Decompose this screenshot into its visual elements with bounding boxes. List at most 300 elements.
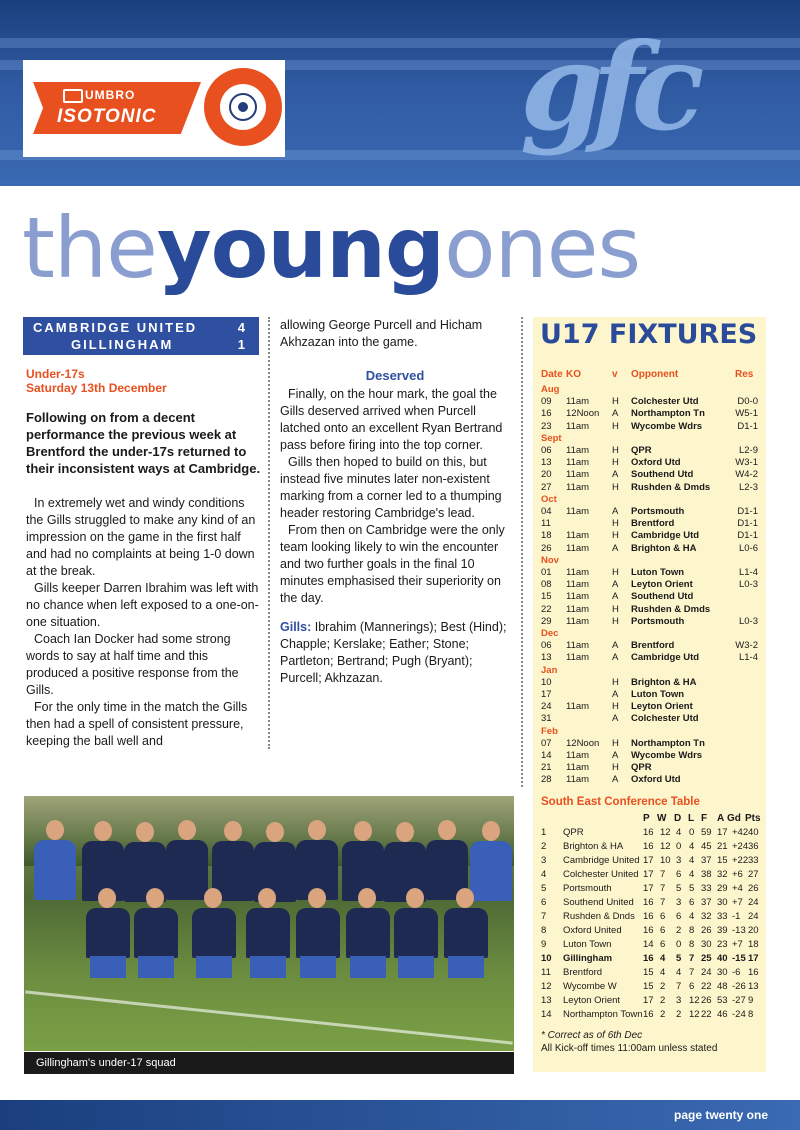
fixture-venue: H — [612, 701, 619, 713]
fixture-date: 06 — [541, 445, 552, 456]
article-column-1 — [26, 495, 262, 750]
fixture-opponent: Wycombe Wdrs — [631, 420, 703, 432]
fixture-opponent: Leyton Orient — [631, 579, 693, 591]
fixture-venue: H — [612, 676, 619, 688]
table-position: 11 — [541, 967, 551, 978]
footer-band — [0, 1100, 800, 1130]
column-divider — [521, 317, 523, 787]
fixture-date: 06 — [541, 640, 552, 652]
fixture-venue: A — [612, 506, 619, 517]
table-lost: 4 — [689, 911, 695, 922]
table-points: 36 — [748, 841, 759, 852]
player-figure — [444, 908, 488, 958]
table-won: 6 — [660, 939, 666, 950]
fixture-opponent: Rushden & Dmds — [631, 603, 711, 615]
table-points: 40 — [748, 827, 759, 838]
fixture-row — [533, 762, 766, 774]
table-drawn: 3 — [676, 995, 682, 1006]
table-won: 6 — [660, 911, 666, 922]
table-position: 5 — [541, 883, 547, 894]
fixture-kickoff: 11am — [566, 469, 590, 481]
table-against: 17 — [717, 827, 728, 838]
fixture-kickoff: 11am — [566, 542, 590, 554]
table-row — [533, 868, 766, 881]
fixture-opponent: Rushden & Dmds — [631, 481, 711, 493]
table-won: 12 — [660, 827, 671, 838]
team-lineup — [280, 619, 512, 687]
fixture-opponent: Northampton Tn — [631, 737, 705, 749]
fixture-date: 26 — [541, 542, 552, 554]
player-shorts — [250, 956, 286, 978]
fixture-row — [533, 421, 766, 433]
table-for: 22 — [701, 1009, 712, 1020]
fixture-result: L0-3 — [738, 579, 758, 591]
fixture-row — [533, 579, 766, 591]
table-points: 13 — [748, 981, 759, 992]
fixture-row — [533, 604, 766, 616]
player-head — [266, 822, 284, 842]
fixture-result: D1-1 — [737, 518, 758, 530]
table-against: 29 — [717, 883, 728, 894]
table-played: 15 — [643, 981, 654, 992]
player-head — [308, 820, 326, 840]
player-head — [46, 820, 64, 840]
fixture-venue: A — [612, 689, 619, 700]
umbro-wordmark: UMBRO — [85, 88, 136, 102]
fixture-row — [533, 530, 766, 542]
fixture-venue: H — [612, 737, 619, 749]
table-played: 16 — [643, 827, 654, 838]
table-row — [533, 826, 766, 839]
fixture-date: 09 — [541, 396, 552, 408]
fixture-opponent: Southend Utd — [631, 591, 694, 603]
table-position: 1 — [541, 827, 547, 838]
fixture-opponent: Portsmouth — [631, 615, 685, 627]
player-head — [396, 822, 414, 842]
fixture-result: W4-2 — [735, 469, 758, 481]
table-team: Wycombe W — [563, 981, 617, 992]
table-lost: 12 — [689, 1009, 700, 1020]
table-header-f: F — [701, 813, 708, 824]
fixture-row — [533, 750, 766, 762]
title-part-the: the — [22, 199, 157, 297]
player-head — [146, 888, 164, 908]
article-paragraph: Finally, on the hour mark, the goal the Gills deserved arrived when Purcell latched onto an excellent Ryan Bertrand pass before firing into the top corner. — [280, 387, 503, 452]
fixture-date: 15 — [541, 591, 552, 603]
table-position: 8 — [541, 925, 547, 936]
lineup-text: Ibrahim (Mannerings); Best (Hind); Chapple; Kerslake; Eather; Stone; Partleton; Bertrand; Pugh (Bryant); Purcell; Akhzazan. — [280, 620, 507, 685]
table-row — [533, 840, 766, 853]
player-head — [98, 888, 116, 908]
table-for: 37 — [701, 897, 712, 908]
football-league-youth-alliance-badge — [204, 68, 282, 146]
article-paragraph: From then on Cambridge were the only team looking likely to win the encounter and two further goals in the final 10 minutes emphasised their superiority on the day. — [280, 523, 505, 605]
table-row — [533, 1008, 766, 1021]
table-won: 2 — [660, 1009, 666, 1020]
player-figure — [296, 908, 340, 958]
fixture-kickoff: 11am — [566, 591, 590, 603]
fixture-opponent: Oxford Utd — [631, 457, 681, 469]
player-shorts — [448, 956, 484, 978]
fixture-venue: A — [612, 579, 619, 591]
fixture-kickoff: 11am — [566, 506, 590, 517]
player-figure — [166, 840, 208, 900]
table-won: 4 — [660, 953, 666, 964]
table-goal-diff: +6 — [732, 869, 743, 880]
fixture-date: 22 — [541, 603, 552, 615]
table-team: Southend United — [563, 897, 634, 908]
player-shorts — [196, 956, 232, 978]
player-shorts — [350, 956, 386, 978]
table-lost: 7 — [689, 953, 695, 964]
fixture-opponent: Brentford — [631, 518, 675, 530]
table-points: 18 — [748, 939, 759, 950]
fixture-date: 20 — [541, 469, 552, 481]
table-played: 16 — [643, 925, 654, 936]
fixture-opponent: QPR — [631, 445, 652, 456]
fixture-result: L1-4 — [738, 652, 758, 664]
table-for: 26 — [701, 925, 712, 936]
table-team: Leyton Orient — [563, 995, 621, 1006]
table-against: 33 — [717, 911, 728, 922]
table-header-gd: Gd — [727, 813, 741, 824]
fixture-result: L1-4 — [738, 567, 758, 578]
football-icon — [229, 93, 257, 121]
table-won: 7 — [660, 883, 666, 894]
fixture-venue: H — [612, 396, 619, 408]
player-shorts — [90, 956, 126, 978]
table-team: Colchester United — [563, 869, 639, 880]
fixture-kickoff: 11am — [566, 774, 590, 786]
table-against: 40 — [717, 953, 728, 964]
fixture-row — [533, 616, 766, 628]
table-points: 27 — [748, 869, 759, 880]
fixture-result: L2-3 — [738, 481, 758, 493]
fixture-opponent: Portsmouth — [631, 506, 685, 517]
match-competition: Under-17s — [26, 367, 85, 381]
fixture-row — [533, 469, 766, 481]
fixture-venue: H — [612, 420, 619, 432]
table-header-a: A — [717, 813, 725, 824]
table-played: 17 — [643, 995, 654, 1006]
fixture-date: 27 — [541, 481, 552, 493]
table-team: Northampton Town — [563, 1009, 643, 1020]
table-team: Oxford United — [563, 925, 622, 936]
fixture-kickoff: 11am — [566, 396, 590, 408]
player-shorts — [138, 956, 174, 978]
header-banner — [0, 0, 800, 186]
table-won: 12 — [660, 841, 671, 852]
table-row — [533, 882, 766, 895]
fixture-venue: H — [612, 567, 619, 578]
fixture-opponent: Luton Town — [631, 689, 685, 700]
fixture-opponent: Colchester Utd — [631, 713, 699, 725]
fixture-venue: A — [612, 750, 619, 761]
table-for: 25 — [701, 953, 712, 964]
fixture-date: 08 — [541, 579, 552, 591]
table-drawn: 2 — [676, 1009, 682, 1020]
fixture-kickoff: 12Noon — [566, 737, 600, 749]
fixture-venue: H — [612, 457, 619, 469]
table-for: 37 — [701, 855, 712, 866]
table-drawn: 5 — [676, 953, 682, 964]
fixtures-header-ko: KO — [566, 369, 581, 380]
table-row — [533, 938, 766, 951]
table-note: * Correct as of 6th Dec — [541, 1030, 643, 1041]
fixture-kickoff: 11am — [566, 445, 590, 456]
table-drawn: 6 — [676, 911, 682, 922]
fixture-opponent: Luton Town — [631, 567, 685, 578]
player-figure — [134, 908, 178, 958]
fixture-opponent: Southend Utd — [631, 469, 694, 481]
table-drawn: 4 — [676, 967, 682, 978]
fixture-opponent: Brentford — [631, 640, 675, 652]
table-against: 23 — [717, 939, 728, 950]
table-position: 2 — [541, 841, 547, 852]
table-header-pts: Pts — [745, 813, 761, 824]
fixture-venue: A — [612, 713, 619, 725]
fixture-venue: A — [612, 640, 619, 652]
fixture-kickoff: 11am — [566, 420, 590, 432]
article-paragraph: In extremely wet and windy conditions the Gills struggled to make any kind of an impression on the game in the first half and had no complaints at being 1-0 down at the break. — [26, 496, 256, 578]
table-lost: 6 — [689, 981, 695, 992]
table-for: 24 — [701, 967, 712, 978]
player-figure — [34, 840, 76, 900]
player-shorts — [300, 956, 336, 978]
table-goal-diff: +22 — [732, 855, 749, 866]
table-lost: 7 — [689, 967, 695, 978]
table-goal-diff: -27 — [732, 995, 746, 1006]
table-against: 30 — [717, 967, 728, 978]
fixture-row — [533, 652, 766, 664]
player-head — [178, 820, 196, 840]
table-drawn: 5 — [676, 883, 682, 894]
fixture-row — [533, 591, 766, 603]
photo-pitch-line — [25, 990, 513, 1044]
table-team: Brentford — [563, 967, 603, 978]
fixture-venue: A — [612, 774, 619, 786]
table-header-d: D — [674, 813, 682, 824]
fixture-result: L2-9 — [738, 445, 758, 456]
fixture-opponent: Cambridge Utd — [631, 530, 700, 542]
fixture-opponent: Brighton & HA — [631, 676, 697, 688]
fixture-row — [533, 567, 766, 579]
table-against: 32 — [717, 869, 728, 880]
table-row — [533, 896, 766, 909]
table-position: 3 — [541, 855, 547, 866]
fixture-opponent: QPR — [631, 762, 652, 774]
fixture-venue: H — [612, 530, 619, 542]
table-drawn: 3 — [676, 855, 682, 866]
away-team: GILLINGHAM — [71, 337, 174, 352]
table-drawn: 0 — [676, 841, 682, 852]
table-lost: 12 — [689, 995, 700, 1006]
fixture-venue: A — [612, 408, 619, 420]
fixture-kickoff: 11am — [566, 652, 590, 664]
page-title — [22, 198, 640, 298]
player-figure — [470, 841, 512, 901]
fixture-date: 14 — [541, 750, 552, 761]
fixtures-month: Aug — [541, 384, 560, 395]
fixtures-panel — [533, 317, 766, 1072]
table-drawn: 7 — [676, 981, 682, 992]
article-column-2-top — [280, 317, 512, 351]
table-won: 10 — [660, 855, 671, 866]
page-number: page twenty one — [673, 1108, 768, 1122]
fixture-date: 28 — [541, 774, 552, 786]
table-played: 16 — [643, 841, 654, 852]
league-table-title: South East Conference Table — [541, 796, 700, 808]
player-head — [94, 821, 112, 841]
table-won: 4 — [660, 967, 666, 978]
fixture-row — [533, 689, 766, 701]
fixture-opponent: Wycombe Wdrs — [631, 750, 703, 761]
player-head — [224, 821, 242, 841]
fixture-kickoff: 11am — [566, 530, 590, 542]
table-position: 7 — [541, 911, 547, 922]
table-against: 53 — [717, 995, 728, 1006]
table-row — [533, 952, 766, 965]
fixture-date: 24 — [541, 701, 552, 713]
fixture-row — [533, 713, 766, 725]
table-against: 39 — [717, 925, 728, 936]
fixtures-month: Feb — [541, 725, 558, 737]
fixture-result: L0-6 — [738, 542, 758, 554]
sponsor-logo-box — [23, 60, 285, 157]
player-figure — [86, 908, 130, 958]
fixtures-header-venue: v — [612, 369, 618, 380]
fixture-kickoff: 11am — [566, 567, 590, 578]
fixture-date: 17 — [541, 689, 552, 700]
table-goal-diff: +4 — [732, 883, 743, 894]
fixture-result: D0-0 — [737, 396, 758, 408]
fixture-date: 11 — [541, 518, 551, 530]
table-against: 15 — [717, 855, 728, 866]
table-played: 14 — [643, 939, 654, 950]
table-goal-diff: -24 — [732, 1009, 746, 1020]
player-head — [136, 822, 154, 842]
table-played: 17 — [643, 869, 654, 880]
table-lost: 0 — [689, 827, 695, 838]
fixture-result: W5-1 — [735, 408, 758, 420]
player-head — [258, 888, 276, 908]
fixture-row — [533, 445, 766, 457]
table-drawn: 6 — [676, 869, 682, 880]
table-points: 33 — [748, 855, 759, 866]
table-team: Portsmouth — [563, 883, 612, 894]
fixture-kickoff: 11am — [566, 615, 590, 627]
table-lost: 4 — [689, 869, 695, 880]
fixture-kickoff: 11am — [566, 701, 590, 713]
fixture-venue: A — [612, 542, 619, 554]
table-team: Luton Town — [563, 939, 612, 950]
table-played: 15 — [643, 967, 654, 978]
fixture-venue: A — [612, 652, 619, 664]
player-shorts — [398, 956, 434, 978]
table-position: 6 — [541, 897, 547, 908]
isotonic-wordmark: ISOTONIC — [57, 106, 157, 127]
fixture-row — [533, 457, 766, 469]
table-row — [533, 980, 766, 993]
table-position: 4 — [541, 869, 547, 880]
table-team: Brighton & HA — [563, 841, 624, 852]
table-points: 16 — [748, 967, 759, 978]
table-lost: 5 — [689, 883, 695, 894]
fixture-opponent: Leyton Orient — [631, 701, 693, 713]
table-goal-diff: -6 — [732, 967, 741, 978]
table-played: 16 — [643, 897, 654, 908]
article-subheading: Deserved — [365, 368, 425, 383]
fixture-venue: H — [612, 481, 619, 493]
table-drawn: 4 — [676, 827, 682, 838]
table-for: 30 — [701, 939, 712, 950]
table-position: 10 — [541, 953, 552, 964]
table-goal-diff: +42 — [732, 827, 749, 838]
table-won: 2 — [660, 981, 666, 992]
table-team: QPR — [563, 827, 584, 838]
table-points: 20 — [748, 925, 759, 936]
gfc-club-mark: gfc — [520, 17, 693, 158]
fixture-date: 01 — [541, 567, 552, 578]
table-won: 2 — [660, 995, 666, 1006]
table-drawn: 2 — [676, 925, 682, 936]
fixture-opponent: Northampton Tn — [631, 408, 705, 420]
fixture-date: 04 — [541, 506, 552, 517]
table-row — [533, 994, 766, 1007]
fixture-kickoff: 11am — [566, 579, 590, 591]
fixture-kickoff: 11am — [566, 481, 590, 493]
fixture-row — [533, 506, 766, 518]
table-points: 24 — [748, 897, 759, 908]
table-row — [533, 910, 766, 923]
fixture-date: 13 — [541, 652, 552, 664]
fixture-kickoff: 11am — [566, 750, 590, 761]
fixtures-header-date: Date — [541, 369, 563, 380]
fixture-venue: H — [612, 762, 619, 774]
photo-caption: Gillingham's under-17 squad — [24, 1052, 514, 1074]
fixture-kickoff: 12Noon — [566, 408, 600, 420]
table-row — [533, 966, 766, 979]
fixture-row — [533, 396, 766, 408]
fixture-opponent: Brighton & HA — [631, 542, 697, 554]
table-goal-diff: -13 — [732, 925, 746, 936]
table-against: 21 — [717, 841, 728, 852]
fixture-kickoff: 11am — [566, 457, 590, 469]
table-against: 46 — [717, 1009, 728, 1020]
fixture-row — [533, 482, 766, 494]
fixture-row — [533, 408, 766, 420]
table-position: 9 — [541, 939, 547, 950]
article-paragraph: Gills keeper Darren Ibrahim was left with no chance when left exposed to a one-on-one situation. — [26, 581, 259, 629]
fixture-result: W3-1 — [735, 457, 758, 469]
fixtures-month: Oct — [541, 493, 557, 505]
table-goal-diff: +7 — [732, 939, 743, 950]
fixture-venue: H — [612, 518, 619, 530]
table-points: 24 — [748, 911, 759, 922]
table-for: 45 — [701, 841, 712, 852]
match-score-box — [23, 317, 259, 355]
fixture-date: 10 — [541, 676, 552, 688]
fixture-date: 31 — [541, 713, 552, 725]
home-goals: 4 — [237, 320, 247, 335]
table-header-p: P — [643, 813, 650, 824]
fixture-result: L0-3 — [738, 615, 758, 627]
fixture-venue: A — [612, 591, 619, 603]
table-header-l: L — [688, 813, 695, 824]
fixture-opponent: Oxford Utd — [631, 774, 681, 786]
table-lost: 8 — [689, 939, 695, 950]
fixture-date: 16 — [541, 408, 552, 420]
